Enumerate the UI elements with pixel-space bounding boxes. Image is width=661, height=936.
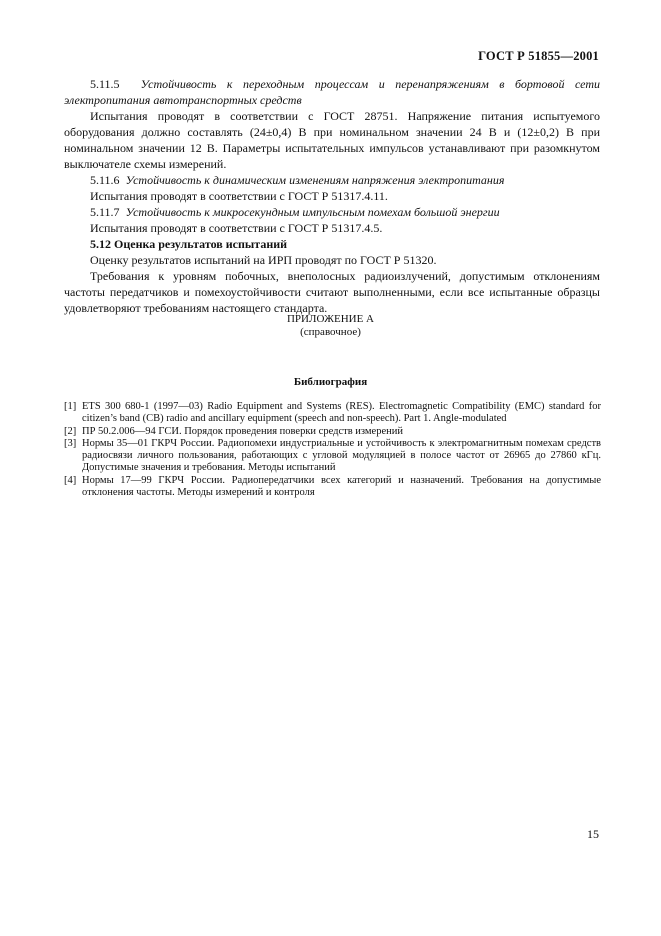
bibliography-item: [64, 401, 601, 426]
bibliography-item: [64, 426, 601, 438]
bibliography-index: [2]: [64, 425, 77, 437]
bibliography-text: Нормы 17—99 ГКРЧ России. Радиопередатчики всех категорий и назначений. Требования на допустимые отклонения частоты. Методы измерений и контроля: [82, 474, 601, 499]
section-5-12-heading: 5.12 Оценка результатов испытаний: [90, 237, 288, 251]
section-number: 5.11.5: [90, 77, 120, 91]
section-number: 5.11.7: [90, 205, 120, 219]
bibliography-item: [64, 438, 601, 475]
section-title: Устойчивость к микросекундным импульсным помехам большой энергии: [125, 205, 500, 219]
appendix-heading: [0, 313, 661, 339]
main-text: [64, 76, 600, 316]
section-number: 5.11.6: [90, 173, 120, 187]
bibliography-list: [64, 401, 601, 499]
page-number: 15: [587, 827, 599, 841]
bibliography-text: Нормы 35—01 ГКРЧ России. Радиопомехи индустриальные и устойчивость к электромагнитным помехам средств радиосвязи личного пользования, работающих с угловой модуляцией в полосе частот от 26965 до 27860 кГц. Допустимые значения и требования. Методы испытаний: [82, 437, 601, 474]
section-5-11-6-title: [64, 172, 600, 188]
bibliography-index: [1]: [64, 401, 77, 412]
bibliography-title: Библиография: [293, 376, 368, 388]
bibliography-index: [4]: [64, 474, 77, 486]
section-5-12-para2: Требования к уровням побочных, внеполосных радиоизлучений, допустимым отклонениям частоты передатчиков и помехоустойчивости считают выполненными, если все испытанные образцы удовлетворяют требованиям настоящего стандарта.: [64, 269, 600, 315]
section-title: Устойчивость к динамическим изменениям напряжения электропитания: [125, 173, 505, 187]
section-5-12-para1: Оценку результатов испытаний на ИРП проводят по ГОСТ Р 51320.: [90, 253, 437, 267]
section-5-11-7-title: [64, 204, 600, 220]
section-5-11-6-body: Испытания проводят в соответствии с ГОСТ Р 51317.4.11.: [90, 189, 388, 203]
section-title: Устойчивость к переходным процессам и перенапряжениям в бортовой сети электропитания автотранспортных средств: [64, 77, 601, 107]
section-5-11-7-body: Испытания проводят в соответствии с ГОСТ Р 51317.4.5.: [90, 221, 383, 235]
document-header: ГОСТ Р 51855—2001: [478, 49, 599, 63]
bibliography-text: ПР 50.2.006—94 ГСИ. Порядок проведения поверки средств измерений: [82, 425, 403, 437]
section-5-11-5-title: [64, 76, 600, 108]
bibliography-text: ETS 300 680-1 (1997—03) Radio Equipment and Systems (RES). Electromagnetic Compatibility (EMC) standard for citizen’s band (CB) radio and ancillary equipment (speech and non-speech). Part 1. Angle-modulated: [82, 401, 601, 425]
section-5-11-5-body: Испытания проводят в соответствии с ГОСТ 28751. Напряжение питания испытуемого оборудования должно составлять (24±0,4) В при номинальном значении 24 В и (12±0,2) В при номинальном значении 12 В. Параметры испытательных импульсов устанавливают при разомкнутом выключателе схемы измерений.: [64, 109, 600, 171]
bibliography-item: [64, 475, 601, 500]
appendix-title: ПРИЛОЖЕНИЕ А: [286, 313, 374, 325]
appendix-subtitle: (справочное): [300, 326, 361, 338]
bibliography-index: [3]: [64, 437, 77, 449]
